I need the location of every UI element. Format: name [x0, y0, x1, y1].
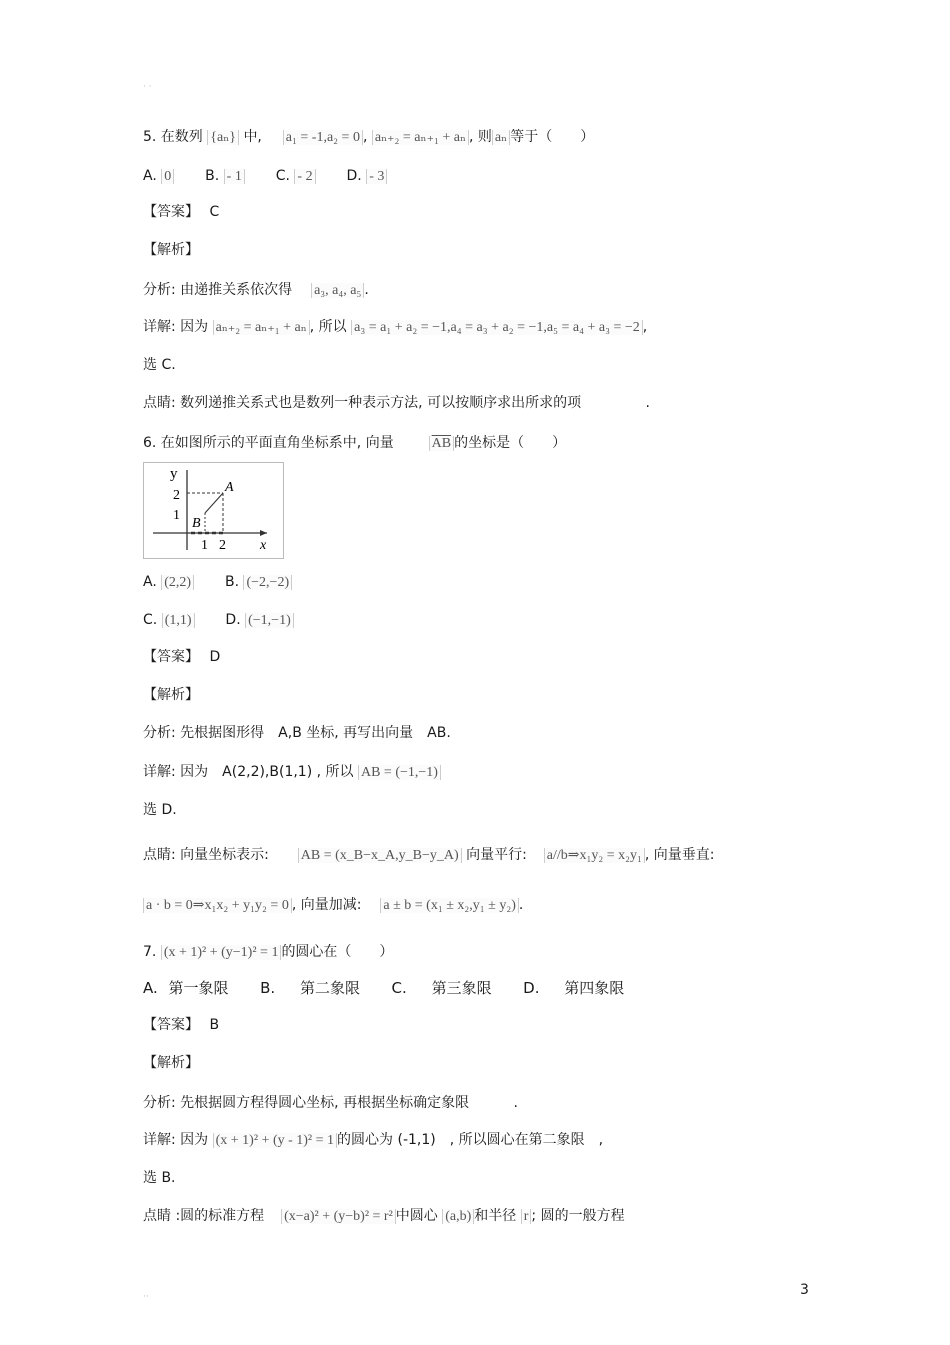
q5-choose: 选 C. [143, 357, 176, 373]
q7-choose: 选 B. [143, 1170, 176, 1186]
q5-stem-text: , 则 [469, 129, 492, 145]
q7-analysis-text: 分析: 先根据圆方程得圆心坐标, 再根据坐标确定象限 [143, 1095, 470, 1111]
q7-option-d-value: 第四象限 [564, 979, 625, 997]
q5-option-a-label: A. [143, 168, 157, 184]
q5-option-d-label: D. [346, 168, 362, 184]
q6-comment-math3: a · b = 0⇒x₁x₂ + y₁y₂ = 0 [143, 898, 292, 913]
q6-comment-cont [143, 895, 523, 916]
x-axis-label: x [260, 538, 267, 553]
q5-option-b-value: - 1 [224, 169, 245, 184]
q7-stem-text: 7. [143, 944, 157, 960]
point-b-label: B [192, 516, 201, 531]
q5-detail-end: , [642, 319, 648, 335]
q5-options [143, 166, 387, 187]
q5-detail-text: , 所以 [309, 319, 347, 335]
q7-options [143, 978, 624, 998]
q7-comment-math3: r [521, 1209, 532, 1224]
q6-detail-text: 详解: 因为 A(2,2),B(1,1) , 所以 [143, 764, 354, 780]
q5-comma: , [362, 129, 368, 145]
q5-comment-end: . [645, 395, 650, 411]
q6-option-d-label: D. [225, 612, 241, 628]
q7-comment-math2: (a,b) [442, 1209, 474, 1224]
q5-an-math: aₙ [492, 130, 510, 145]
q7-option-a-value: 第一象限 [168, 979, 229, 997]
q7-comment-text: 点睛 :圆的标准方程 [143, 1208, 265, 1224]
q7-option-d-label: D. [523, 979, 540, 997]
q6-option-a-label: A. [143, 574, 157, 590]
q5-analysis-end: . [364, 282, 369, 298]
q5-answer-label: 【答案】 [143, 204, 199, 220]
q5-analysis-text: 分析: 由递推关系依次得 [143, 282, 293, 298]
q5-option-c-value: - 2 [294, 169, 315, 184]
q7-option-c-label: C. [391, 979, 407, 997]
q6-jiexi: 【解析】 [143, 687, 199, 703]
y-tick-label: 2 [173, 488, 180, 503]
q5-comment-text: 点睛: 数列递推关系式也是数列一种表示方法, 可以按顺序求出所求的项 [143, 395, 582, 411]
q5-detail-math1: aₙ₊₂ = aₙ₊₁ + aₙ [213, 320, 310, 335]
q5-detail-text: 详解: 因为 [143, 319, 209, 335]
x-tick-label: 2 [219, 538, 226, 553]
q7-jiexi: 【解析】 [143, 1055, 199, 1071]
q5-answer-value: C [209, 204, 220, 220]
q6-option-c-label: C. [143, 612, 158, 628]
q5-option-d-value: - 3 [366, 169, 387, 184]
q6-vec-math: $\overline{AB}$ [429, 436, 454, 451]
x-tick-label: 1 [201, 538, 208, 553]
q5-stem-text: 中, [243, 129, 262, 145]
q5-stem [143, 127, 594, 148]
q6-detail [143, 762, 441, 783]
q6-stem-text: 6. 在如图所示的平面直角坐标系中, 向量 [143, 435, 394, 451]
q6-options-row1 [143, 572, 292, 593]
q5-analysis-math: a₃, a₄, a₅ [311, 283, 364, 298]
q6-answer-label: 【答案】 [143, 649, 199, 665]
q6-stem-text: 的坐标是（ ） [454, 435, 567, 451]
q5-detail [143, 317, 647, 338]
q5-analysis [143, 280, 369, 301]
q5-option-b-label: B. [205, 168, 220, 184]
q5-comment [143, 393, 650, 413]
header-mark: · · [143, 82, 152, 92]
q5-stem-text: 等于（ ） [510, 129, 595, 145]
q6-comment-end: . [518, 897, 524, 913]
q5-cond2-math: aₙ₊₂ = aₙ₊₁ + aₙ [372, 130, 469, 145]
q6-comment-text: , 向量加减: [291, 897, 362, 913]
q5-option-a-value: 0 [161, 169, 174, 184]
q6-option-c-value: (1,1) [162, 613, 195, 628]
q7-comment-text: 中圆心 [395, 1208, 438, 1224]
q7-option-b-label: B. [260, 979, 276, 997]
q6-detail-math: AB = (−1,−1) [358, 765, 441, 780]
q7-stem-math: (x + 1)² + (y−1)² = 1 [161, 945, 282, 960]
q7-stem-text: 的圆心在（ ） [281, 944, 394, 960]
q7-comment-text: ; 圆的一般方程 [531, 1208, 625, 1224]
q7-comment [143, 1206, 625, 1227]
q6-comment-text: , 向量垂直: [644, 847, 715, 863]
q6-answer [143, 647, 220, 667]
y-axis-label: y [170, 466, 178, 482]
q6-option-b-label: B. [224, 574, 240, 590]
q7-comment-math1: (x−a)² + (y−b)² = r² [281, 1209, 396, 1224]
q5-option-c-label: C. [275, 168, 290, 184]
y-tick-label: 1 [173, 508, 180, 523]
q5-detail-math2: a₃ = a₁ + a₂ = −1,a₄ = a₃ + a₂ = −1,a₅ = a₄ + a₃ = −2 [351, 320, 643, 335]
q6-comment-math2: a//b⇒x₁y₂ = x₂y₁ [544, 848, 645, 863]
q7-detail-math: (x + 1)² + (y - 1)² = 1 [213, 1133, 337, 1148]
q5-answer [143, 202, 219, 222]
q7-analysis [143, 1093, 518, 1113]
footer-mark: ·· [143, 1292, 149, 1302]
page-number: 3 [800, 1282, 809, 1298]
q6-choose: 选 D. [143, 802, 177, 818]
q6-comment-text: 向量平行: [466, 847, 527, 863]
q7-option-c-value: 第三象限 [431, 979, 492, 997]
q6-options-row2 [143, 610, 294, 631]
q6-comment-text: 点睛: 向量坐标表示: [143, 847, 269, 863]
q7-answer-label: 【答案】 [143, 1017, 199, 1033]
q7-option-b-value: 第二象限 [299, 979, 360, 997]
q6-stem [143, 433, 566, 454]
q6-answer-value: D [209, 649, 221, 665]
point-a-label: A [225, 480, 234, 495]
q7-detail-text: 的圆心为 (-1,1) , 所以圆心在第二象限 , [337, 1132, 604, 1148]
q6-analysis: 分析: 先根据图形得 A,B 坐标, 再写出向量 AB. [143, 725, 451, 741]
q5-stem-text: 5. 在数列 [143, 129, 203, 145]
q6-coordinate-figure [143, 462, 284, 559]
q7-option-a-label: A. [143, 979, 158, 997]
q5-jiexi: 【解析】 [143, 242, 199, 258]
q6-comment-math4: a ± b = (x₁ ± x₂,y₁ ± y₂) [380, 898, 519, 913]
q5-seq-math: {aₙ} [207, 130, 239, 145]
q6-option-d-value: (−1,−1) [245, 613, 294, 628]
q6-option-a-value: (2,2) [161, 575, 194, 590]
q7-detail-text: 详解: 因为 [143, 1132, 209, 1148]
q7-detail [143, 1130, 603, 1151]
q6-comment [143, 845, 715, 866]
q7-answer [143, 1015, 219, 1035]
q6-comment-math1: AB = (x_B−x_A,y_B−y_A) [298, 848, 462, 863]
q7-analysis-end: . [513, 1095, 518, 1111]
q7-comment-text: 和半径 [474, 1208, 517, 1224]
q7-answer-value: B [209, 1017, 220, 1033]
q7-stem [143, 942, 393, 963]
q6-option-b-value: (−2,−2) [243, 575, 292, 590]
q5-cond1-math: a₁ = -1,a₂ = 0 [283, 130, 363, 145]
